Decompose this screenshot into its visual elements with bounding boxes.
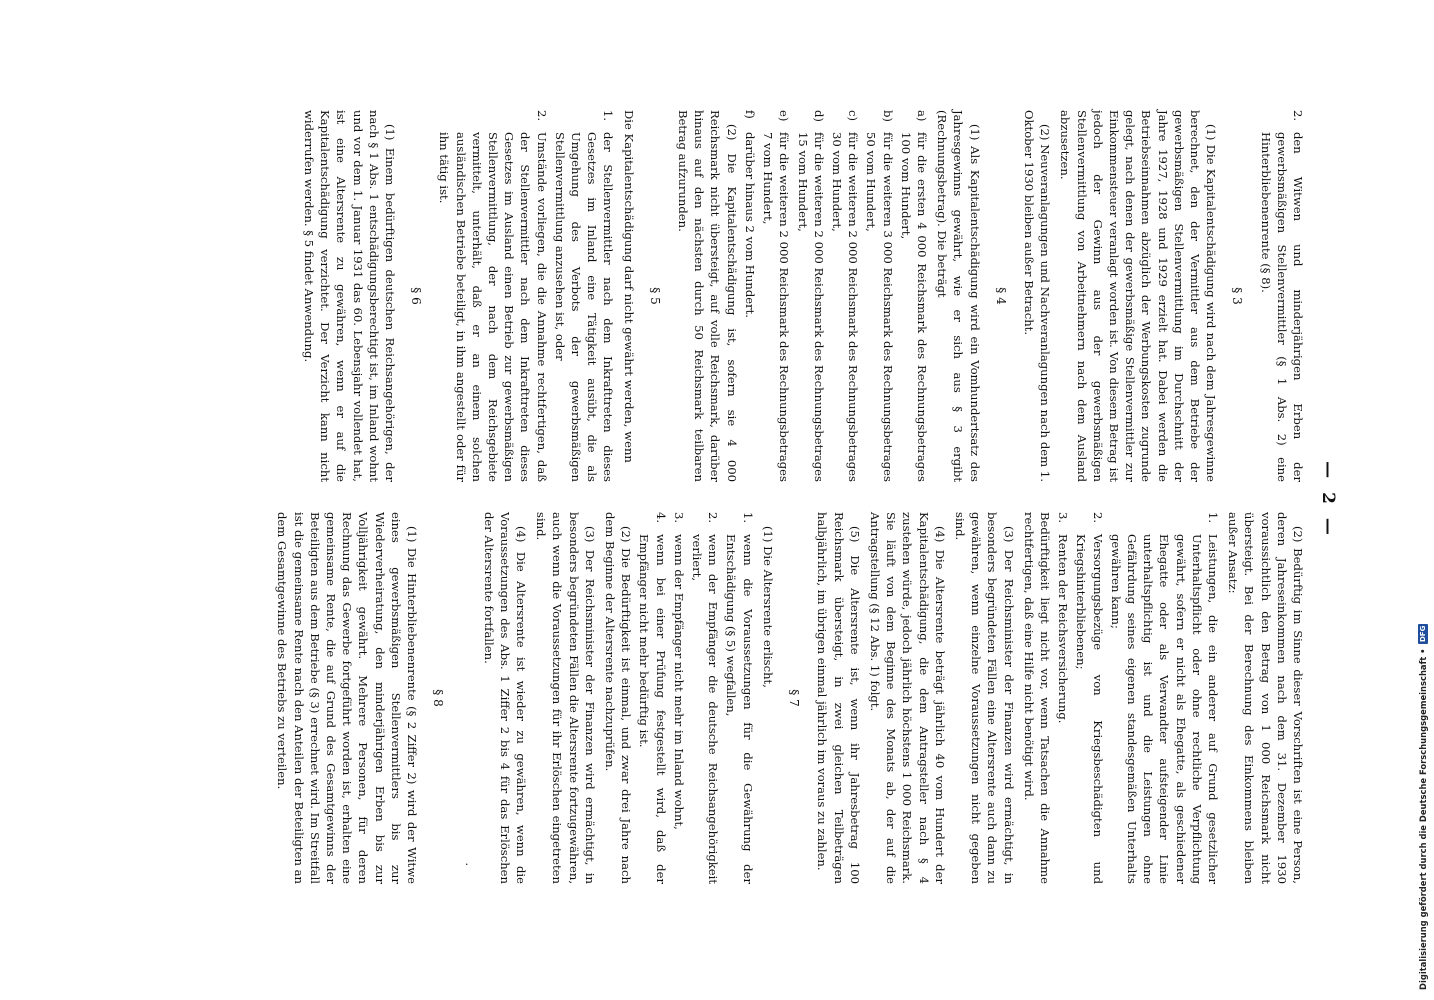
section-heading: § 5	[647, 287, 662, 305]
paragraph: (1) Die Altersrente erlischt,	[760, 526, 775, 688]
paragraph: Bedürftigkeit liegt nicht vor, wenn Tatsachen die Annahme rechtfertigen, daß eine Hilfe nicht benötigt wird.	[1021, 512, 1052, 884]
list-item-text: wenn bei einer Prüfung festgestellt wird, daß der Empfänger nicht mehr bedürftig ist.	[637, 534, 668, 884]
list-item-text: der Stellenvermittler nach dem Inkrafttreten dieses Gesetzes im Inland eine Tätigkeit ausübt, die als Umgehung des Verbots der gewerbsmäßigen Stellenvermittlung anzusehen ist, oder	[552, 132, 616, 482]
list-item	[1108, 512, 1221, 884]
list-item	[1257, 110, 1306, 482]
left-column	[297, 110, 1306, 482]
list-item-text: für die weiteren 2 000 Reichsmark des Rechnungsbetrages 15 vom Hundert,	[795, 132, 826, 482]
paragraph: (1) Einem bedürftigen deutschen Reichsangehörigen, der nach § 1 Abs. 1 entschädigungsberechtigt ist, im Inland wohnt und vor dem 1. Januar 1931 das 60. Lebensjahr vollendet hat, ist eine Altersrente zu gewähren, wenn er auf die Kapitalentschädigung verzichtet. Der Verzicht kann nicht widerrufen werden. § 5 findet Anwendung.	[302, 110, 398, 482]
paragraph: (2) Die Bedürftigkeit ist einmal, und zwar drei Jahre nach dem Beginne der Altersrente nachzuprüfen.	[603, 512, 634, 884]
list-item	[898, 110, 930, 482]
dfg-logo: DFG	[1419, 626, 1427, 643]
list-item-text: Renten der Reichsversicherung.	[1056, 534, 1071, 724]
digitization-credit	[1414, 10, 1428, 990]
list-item-text: wenn die Voraussetzungen für die Gewährung der Entschädigung (§ 5) wegfallen,	[724, 534, 755, 884]
paragraph: (2) Die Kapitalentschädigung ist, sofern sie 4 000 Reichsmark nicht übersteigt, auf volle Reichsmark, darüber hinaus auf den nächsten durch 50 Reichsmark teilbaren Betrag aufzurunden.	[676, 110, 739, 482]
paragraph: (3) Der Reichsminister der Finanzen wird ermächtigt, in besonders begründeten Fällen eine Altersrente auch dann zu gewähren, wenn einzelne Voraussetzungen nicht gegeben sind.	[952, 512, 1016, 884]
list-item-number: 3.	[1056, 512, 1071, 524]
list-item	[760, 110, 792, 482]
section-heading: § 6	[409, 287, 424, 305]
paragraph: (4) Die Altersrente beträgt jährlich 40 vom Hundert der Kapitalentschädigung, die dem Antragsteller nach § 4 zustehen würde, jedoch jährlich höchstens 1 000 Reichsmark. Sie läuft von dem Beginne des Monats ab, der auf die Antragstellung (§ 12 Abs. 1) folgt.	[867, 512, 947, 884]
list-item-number: b)	[880, 110, 895, 122]
paragraph: (1) Die Hinterbliebenenrente (§ 2 Ziffer 2) wird der Witwe eines gewerbsmäßigen Stellenvermittlers bis zur Wiederverheiratung, den minderjährigen Erben bis zur Volljährigkeit gewährt. Mehrere Personen, für deren Rechnung das Gewerbe fortgeführt worden ist, erhalten eine gemeinsame Rente, die auf Grund des Gesamtgewinns der Beteiligten aus dem Betriebe (§ 3) errechnet wird. Im Streitfall ist die gemeinsame Rente nach den Anteilen der Beteiligten an dem Gesamtgewinne des Betriebs zu verteilen.	[275, 512, 420, 884]
list-item-text: darüber hinaus 2 vom Hundert.	[742, 132, 757, 318]
list-item-text: für die weiteren 2 000 Reichsmark des Rechnungsbetrages 30 vom Hundert,	[829, 132, 861, 482]
list-item	[1073, 512, 1105, 884]
list-item-number: 2.	[1291, 110, 1305, 122]
section-heading: § 8	[431, 689, 446, 707]
paragraph: Die Kapitalentschädigung darf nicht gewährt werden, wenn	[621, 110, 636, 463]
list-item-text: den Witwen und minderjährigen Erben der gewerbsmäßigen Stellenvermittler (§ 1 Abs. 2) eine Hinterbliebenenrente (§ 8).	[1258, 132, 1305, 482]
paragraph: (3) Der Reichsminister der Finanzen wird ermächtigt, in besonders begründeten Fällen die Altersrente fortzugewähren, auch wenn die Voraussetzungen für ihr Erlöschen eingetreten sind.	[534, 512, 597, 884]
list-item-number: 2.	[534, 110, 549, 122]
list-item	[1055, 512, 1071, 884]
list-item-number: 2.	[706, 512, 721, 524]
paragraph: (1) Als Kapitalentschädigung wird ein Vomhundertsatz des Jahresgewinns gewährt, wie er sich aus § 3 ergibt (Rechnungsbetrag). Die beträgt	[935, 110, 982, 482]
list-item	[689, 512, 721, 884]
list-item	[671, 512, 687, 884]
list-item-text: für die weiteren 3 000 Reichsmark des Rechnungsbetrages 50 vom Hundert,	[864, 132, 895, 482]
list-item-number: f)	[742, 110, 757, 119]
list-item-text: Versorgungsbezüge von Kriegsbeschädigten und Kriegshinterbliebenen;	[1074, 534, 1105, 884]
list-item-text: Leistungen, die ein anderer auf Grund gesetzlicher Unterhaltspflicht oder ohne rechtliche Verpflichtung gewährt, sofern er nicht als Ehegatte, als geschiedener Ehegatte oder als Verwandter aufsteigender Linie unterhaltspflichtig ist und die Leistungen ohne Gefährdung seines eigenen standesgemäßen Unterhalts gewähren kann;	[1108, 534, 1220, 884]
list-item-number: 1.	[1205, 512, 1220, 524]
list-item-text: für die weiteren 2 000 Reichsmark des Rechnungsbetrages 7 vom Hundert,	[761, 132, 792, 482]
list-item	[636, 512, 668, 884]
paragraph: (1) Die Kapitalentschädigung wird nach dem Jahresgewinne berechnet, den der Vermittler aus dem Betriebe der gewerbsmäßigen Stellenvermittlung im Durchschnitt der Jahre 1927, 1928 und 1929 erzielt hat. Dabei werden die Betriebseinnahmen abzüglich der Werbungskosten zugrunde gelegt, nach denen der gewerbsmäßige Stellenvermittler zur Einkommensteuer veranlagt worden ist. Von diesem Betrag ist jedoch der Gewinn aus der gewerbsmäßigen Stellenvermittlung von Arbeitnehmern nach dem Ausland abzusetzen.	[1058, 110, 1219, 482]
list-item-text: Umstände vorliegen, die die Annahme rechtfertigen, daß der Stellenvermittler nach dem Inkrafttreten dieses Gesetzes im Ausland einen Betrieb zur gewerbsmäßigen Stellenvermittlung, der nach dem Reichsgebiete vermittelt, unterhält, daß er an einem solchen ausländischen Betriebe beteiligt, in ihm angestellt oder für ihn tätig ist.	[437, 132, 549, 482]
list-item	[794, 110, 826, 482]
credit-text: Digitalisierung gefördert durch die Deutsche Forschungsgemeinschaft •	[1418, 648, 1428, 990]
list-item	[863, 110, 895, 482]
list-item-number: d)	[811, 110, 826, 122]
list-item-number: a)	[914, 110, 929, 122]
page-number: — 2 —	[1318, 461, 1338, 539]
list-item-text: wenn der Empfänger die deutsche Reichsangehörigkeit verliert,	[690, 534, 721, 884]
list-item	[552, 110, 617, 482]
stray-mark: ·	[460, 862, 474, 866]
paragraph: (2) Bedürftig im Sinne dieser Vorschriften ist eine Person, deren Jahreseinkommen nach dem 31. Dezember 1930 voraussichtlich den Betrag von 1 000 Reichsmark nicht übersteigt. Bei der Berechnung des Einkommens bleiben außer Ansatz:	[1226, 512, 1305, 884]
list-item-text: wenn der Empfänger nicht mehr im Inland wohnt,	[671, 534, 686, 830]
right-column	[270, 512, 1306, 884]
list-item	[829, 110, 861, 482]
list-item-number: e)	[777, 110, 792, 122]
paragraph: (4) Die Altersrente ist wieder zu gewähren, wenn die Voraussetzungen des Abs. 1 Ziffer 2 bis 4 für das Erlöschen der Altersrente fortfallen.	[481, 512, 529, 884]
section-heading: § 4	[993, 287, 1008, 305]
list-item-number: 3.	[671, 512, 686, 524]
list-item-number: 2.	[1090, 512, 1105, 524]
section-heading: § 3	[1230, 287, 1245, 305]
list-item-number: 1.	[601, 110, 616, 122]
list-item	[436, 110, 549, 482]
section-heading: § 7	[787, 689, 802, 707]
list-item-number: c)	[846, 110, 861, 122]
list-item-number: 4.	[653, 512, 668, 524]
list-item-text: für die ersten 4 000 Reichsmark des Rechnungsbetrages 100 vom Hundert,	[898, 132, 929, 482]
list-item	[723, 512, 755, 884]
list-item	[742, 110, 758, 482]
paragraph: (2) Neuveranlagungen und Nachveranlagungen nach dem 1. Oktober 1930 bleiben außer Betracht.	[1021, 110, 1053, 482]
list-item-number: 1.	[740, 512, 755, 524]
paragraph: (5) Die Altersrente ist, wenn ihr Jahresbetrag 100 Reichsmark übersteigt, in zwei gleichen Teilbeträgen halbjährlich, im übrigen einmal jährlich im voraus zu zahlen.	[815, 512, 862, 884]
